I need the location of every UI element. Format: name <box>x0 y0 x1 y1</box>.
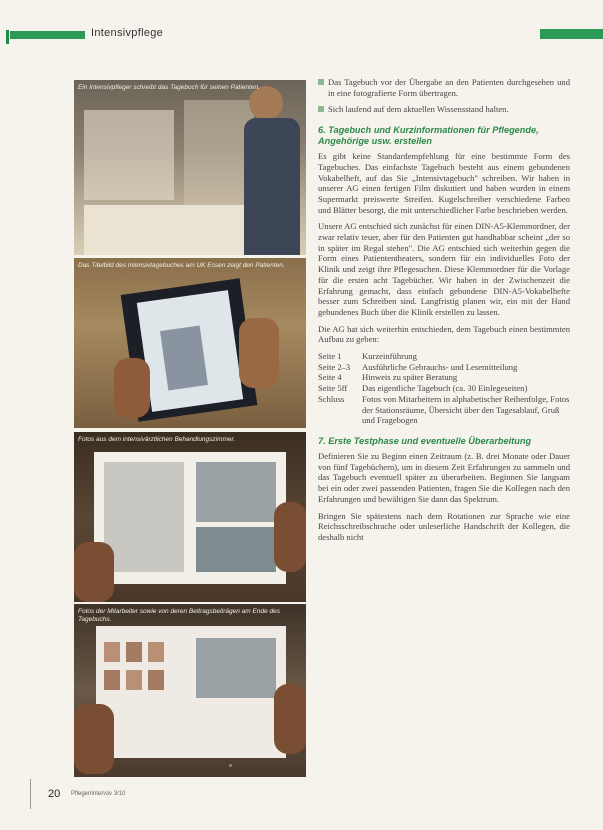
bullet-item: Das Tagebuch vor der Übergabe an den Patienten durchgesehen und in eine fotografierte Form übertragen. <box>318 77 570 98</box>
paragraph: Bringen Sie spätestens nach dem Rotationen zur Sprache wie eine Reichsschreibschrache oder unleserliche Handschrift der Kollegen, die deshalb nicht <box>318 510 570 542</box>
journal-reference: PflegenIntensiv 3/10 <box>71 791 126 797</box>
article-column <box>318 77 570 549</box>
structure-row <box>318 362 570 373</box>
structure-row <box>318 383 570 394</box>
header-left-rule <box>6 30 9 44</box>
photo-nurse-writing <box>74 80 306 255</box>
footer-rule <box>30 779 31 809</box>
structure-value: Fotos von Mitarbeitern in alphabetischer Reihenfolge, Fotos der Stationsräume, Übersicht über den Tagesablauf, Gruß und Fragebogen <box>362 393 570 426</box>
structure-row <box>318 372 570 383</box>
section-title: Intensivpflege <box>91 27 164 39</box>
structure-label: Seite 1 <box>318 351 342 362</box>
page-marker-dot <box>229 764 232 767</box>
structure-value: Ausführliche Gebrauchs- und Lesemitteilung <box>362 361 518 372</box>
photo-caption: Fotos aus dem intensivärztlichen Behandlungszimmer. <box>78 436 236 443</box>
paragraph: Es gibt keine Standardempfehlung für eine bestimmte Form des Tagebuches. Das einfachste Tagebuch besteht aus einem gebundenen Vokabelheft, auf das Sie „Intensivtagebuch" schreiben. Wir haben in unserer AG einen fertigen Film diskutiert und haben wurden in einem Supermarkt preiswerte Streifen. Kugelschreiber verschiedene Farben und Blätter besorgt, die mit unterschiedlicher Farbe beschrieben werden. <box>318 151 570 215</box>
page-number: 20 <box>48 788 61 800</box>
structure-value: Das eigentliche Tagebuch (ca. 30 Einlegeseiten) <box>362 383 528 394</box>
paragraph: Definieren Sie zu Beginn einen Zeitraum (z. B. drei Monate oder Dauer von fünf Tagebüchern), um in diesem Zeit Erfahrungen zu sammeln und das Tagebuch eventuell später zu überarbeiten. Beginnen Sie langsam bei ein oder zwei passenden Patienten, fragen Sie die Kollegen nach den Erfahrungen und bewältigen Sie dann das Spektrum. <box>318 450 570 504</box>
photo-caption: Das Titelbild des Intensivtagebuches am UK Essen zeigt den Patienten. <box>78 262 285 269</box>
paragraph: Unsere AG entschied sich zunächst für einen DIN-A5-Klemmordner, der zwar relativ teuer, aber für den Patienten gut handhabbar scheint „der so in später im Regal stehen". Die AG entschied sich weiterhin gegen die Form eines Patiententheaters, sondern für ein individuelles Foto der Klinik und zeigt ihre Pflegesuchen. Diese Klemmordner für die Vorlage für die ersten acht Tagebücher. Wir haben in der Zwischenzeit die Erfahrung gemacht, dass einfach gebundene DIN-A5-Vokabelhefte besser zum Schreiben sind. Langfristig planen wir, ein mit der Hand gebundenes Buch über die Klinik erstellen zu lassen. <box>318 221 570 317</box>
photo-treatment-room <box>74 432 306 602</box>
structure-label: Seite 2–3 <box>318 361 351 372</box>
bullet-item: Sich laufend auf dem aktuellen Wissensstand halten. <box>318 104 570 115</box>
structure-row <box>318 351 570 362</box>
paragraph: Die AG hat sich weiterhin entschieden, dem Tagebuch einen bestimmten Aufbau zu geben: <box>318 323 570 345</box>
structure-value: Hinweis zu später Beratung <box>362 372 458 383</box>
photo-staff-pages <box>74 604 306 777</box>
photo-caption: Fotos der Mitarbeiter sowie von deren Beitragsbeiträgen am Ende des Tagebuchs. <box>78 608 280 623</box>
diary-structure-list <box>318 351 570 426</box>
structure-label: Schluss <box>318 393 345 404</box>
header-accent-bar-right <box>540 29 603 39</box>
structure-row <box>318 394 570 426</box>
structure-label: Seite 4 <box>318 372 342 383</box>
structure-label: Seite 5ff <box>318 383 348 394</box>
section-heading-6: 6. Tagebuch und Kurzinformationen für Pflegende, Angehörige usw. erstellen <box>318 125 539 147</box>
structure-value: Kurzeinführung <box>362 351 417 362</box>
photo-diary-cover <box>74 258 306 428</box>
section-heading-7: 7. Erste Testphase und eventuelle Überarbeitung <box>318 435 532 446</box>
header-accent-bar-left <box>10 31 85 39</box>
photo-caption: Ein Intensivpfleger schreibt das Tagebuch für seinen Patienten. <box>78 84 260 91</box>
